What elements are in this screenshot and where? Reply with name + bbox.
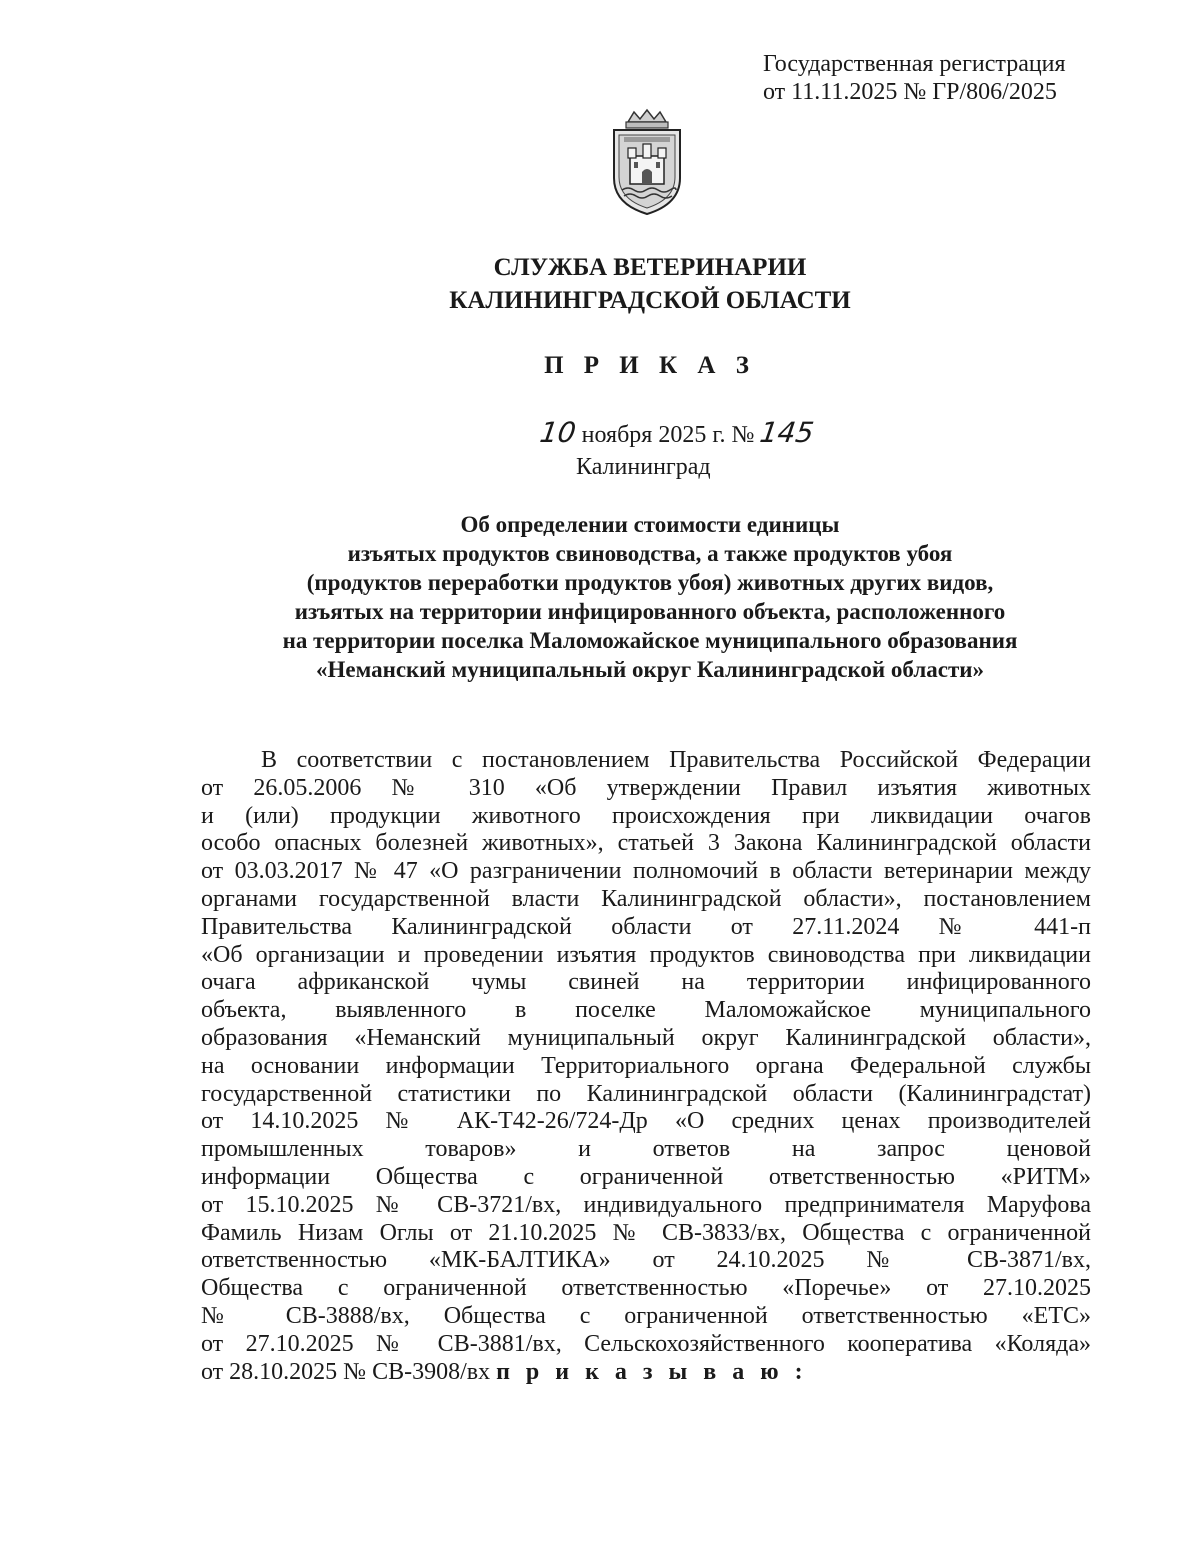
subject-line: изъятых на территории инфицированного объекта, расположенного [294, 599, 1006, 624]
preamble-line: и (или) продукции животного происхождения при ликвидации очагов [201, 802, 1091, 829]
preamble-line: органами государственной власти Калининградской области», постановлением [201, 885, 1091, 912]
registration-line-2: от 11.11.2025 № ГР/806/2025 [763, 79, 1057, 105]
preamble-line: информации Общества с ограниченной ответственностью «РИТМ» [201, 1163, 1091, 1190]
subject-line: изъятых продуктов свиноводства, а также продуктов убоя [347, 541, 953, 566]
preamble-line: образования «Неманский муниципальный округ Калининградской области», [201, 1024, 1091, 1051]
preamble-line: Общества с ограниченной ответственностью «Поречье» от 27.10.2025 [201, 1275, 1091, 1302]
preamble-last-line [201, 1359, 1091, 1387]
preamble-line: государственной статистики по Калининградской области (Калининградстат) [201, 1080, 1091, 1107]
order-preamble [201, 747, 1091, 1386]
preamble-line: от 26.05.2006 № 310 «Об утверждении Правил изъятия животных [201, 774, 1091, 801]
subject-line: Об определении стоимости единицы [460, 512, 840, 537]
preamble-line: «Об организации и проведении изъятия продуктов свиноводства при ликвидации [201, 941, 1091, 968]
preamble-last-line-text: от 28.10.2025 № СВ-3908/вх [201, 1358, 491, 1385]
document-type-heading: П Р И К А З [544, 352, 756, 379]
registration-line-1: Государственная регистрация [763, 51, 1066, 77]
preamble-line: от 03.03.2017 № 47 «О разграничении полномочий в области ветеринарии между [201, 858, 1091, 885]
preamble-line: Фамиль Низам Оглы от 21.10.2025 № СВ-3833/вх, Общества с ограниченной [201, 1219, 1091, 1246]
organization-line-1: СЛУЖБА ВЕТЕРИНАРИИ [493, 254, 807, 281]
preamble-line: от 14.10.2025 № АК-Т42-26/724-Др «О средних ценах производителей [201, 1108, 1091, 1135]
preamble-line: В соответствии с постановлением Правительства Российской Федерации [261, 747, 1091, 773]
preamble-line: № СВ-3888/вх, Общества с ограниченной ответственностью «ЕТС» [201, 1302, 1091, 1329]
preamble-line: объекта, выявленного в поселке Маломожайское муниципального [201, 997, 1091, 1024]
organization-line-2: КАЛИНИНГРАДСКОЙ ОБЛАСТИ [449, 287, 851, 314]
preamble-line: от 27.10.2025 № СВ-3881/вх, Сельскохозяйственного кооператива «Коляда» [201, 1330, 1091, 1357]
order-city: Калининград [576, 454, 711, 480]
preamble-line: ответственностью «МК-БАЛТИКА» от 24.10.2025 № СВ-3871/вх, [201, 1247, 1091, 1274]
coat-of-arms-icon [606, 108, 688, 216]
order-subject-heading [0, 510, 1200, 684]
state-registration [763, 50, 1066, 106]
preamble-line: Правительства Калининградской области от 27.11.2024 № 441-п [201, 913, 1091, 940]
subject-line: (продуктов переработки продуктов убоя) животных других видов, [306, 570, 994, 595]
preamble-line: от 15.10.2025 № СВ-3721/вх, индивидуального предпринимателя Маруфова [201, 1191, 1091, 1218]
subject-line: «Неманский муниципальный округ Калининградской области» [315, 657, 985, 682]
preamble-line: очага африканской чумы свиней на территории инфицированного [201, 969, 1091, 996]
preamble-line: на основании информации Территориального органа Федеральной службы [201, 1052, 1091, 1079]
order-month-year: ноября 2025 г. № [581, 422, 755, 448]
decree-word: п р и к а з ы в а ю : [496, 1358, 808, 1385]
preamble-line: особо опасных болезней животных», статьей 3 Закона Калининградской области [201, 830, 1091, 857]
handwritten-day: 10 [537, 416, 579, 449]
organization-name [0, 251, 1200, 317]
order-date-number [537, 416, 817, 450]
preamble-line: промышленных товаров» и ответов на запрос ценовой [201, 1136, 1091, 1163]
subject-line: на территории поселка Маломожайское муниципального образования [282, 628, 1018, 653]
handwritten-order-number: 145 [758, 416, 817, 449]
